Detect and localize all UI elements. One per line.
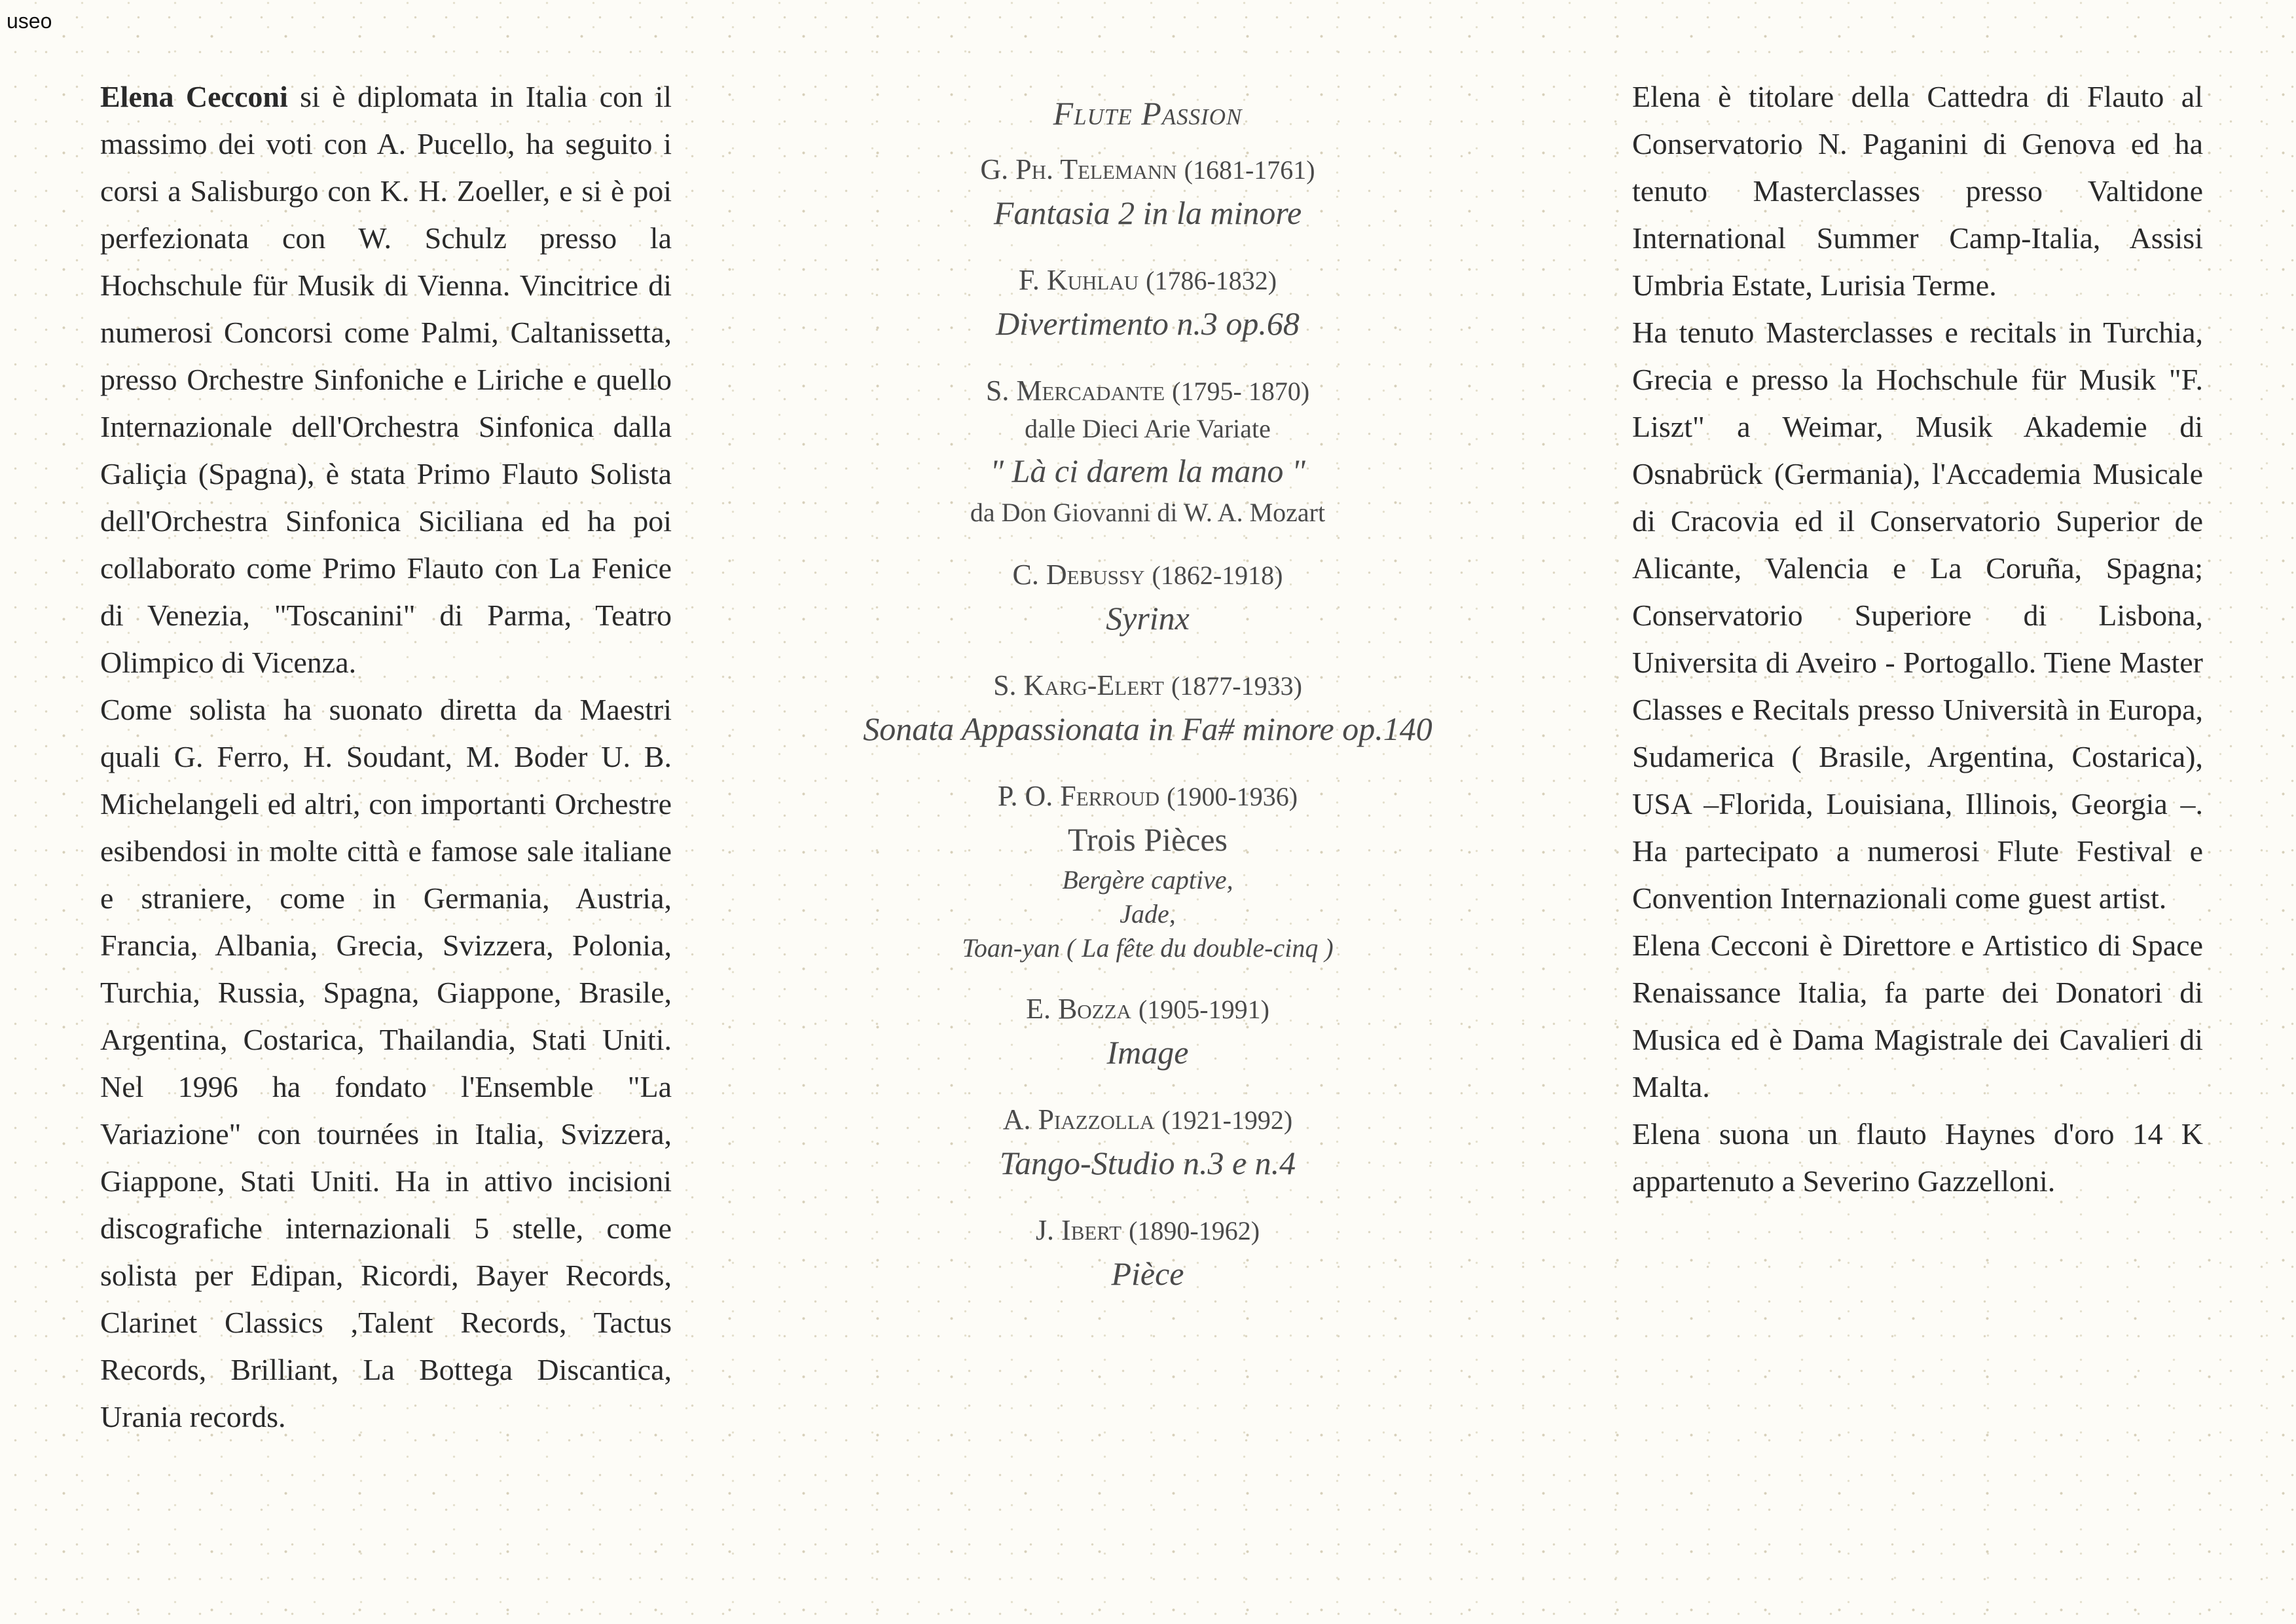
program-piece-telemann bbox=[830, 151, 1465, 236]
program-piece-kuhlau bbox=[830, 261, 1465, 347]
artist-name: Elena Cecconi bbox=[100, 80, 288, 113]
composer-dates: (1862-1918) bbox=[1152, 561, 1283, 590]
composer-name: S. Karg-Elert bbox=[993, 669, 1164, 701]
program-title: Flute Passion bbox=[1053, 95, 1243, 132]
movement-item: Jade, bbox=[1120, 899, 1176, 929]
program-piece-debussy bbox=[830, 556, 1465, 642]
program-piece-karg-elert bbox=[830, 667, 1465, 752]
composer-line bbox=[830, 1101, 1465, 1139]
composer-dates: (1905-1991) bbox=[1138, 995, 1269, 1024]
program-piece-bozza bbox=[830, 990, 1465, 1076]
bio-right-paragraph-4: Elena suona un flauto Haynes d'oro 14 K appartenuto a Severino Gazzelloni. bbox=[1632, 1117, 2203, 1198]
work-title: Sonata Appassionata in Fa# minore op.140 bbox=[863, 710, 1432, 747]
composer-line bbox=[830, 372, 1465, 411]
biography-column-right bbox=[1632, 73, 2203, 1205]
movement-item: Toan-yan ( La fête du double-cinq ) bbox=[962, 933, 1334, 963]
composer-name: E. Bozza bbox=[1026, 993, 1131, 1025]
work-title: Syrinx bbox=[1106, 600, 1190, 637]
work-title: Tango-Studio n.3 e n.4 bbox=[999, 1145, 1296, 1181]
composer-line bbox=[830, 777, 1465, 816]
composer-name: F. Kuhlau bbox=[1018, 264, 1139, 296]
composer-dates: (1786-1832) bbox=[1146, 266, 1277, 295]
bio-paragraph-1-text: si è diplomata in Italia con il massimo dei voti con A. Pucello, ha seguito i corsi a Salisburgo con K. H. Zoeller, e si è poi perfezionata con W. Schulz presso la Hochschule für Musik di Vienna. Vincitrice di numerosi Concorsi come Palmi, Caltanissetta, presso Orchestre Sinfoniche e Liriche e quello Internazionale dell'Orchestra Sinfonica dalla Galiçia (Spagna), è stata Primo Flauto Solista dell'Orchestra Sinfonica Siciliana ed ha poi collaborato come Primo Flauto con La Fenice di Venezia, "Toscanini" di Parma, Teatro Olimpico di Vicenza. bbox=[100, 80, 672, 679]
movement-item: Bergère captive, bbox=[1062, 865, 1233, 895]
biography-column-left bbox=[100, 73, 672, 1441]
bio-right-paragraph-1: Elena è titolare della Cattedra di Flauto al Conservatorio N. Paganini di Genova ed ha tenuto Masterclasses presso Valtidone International Summer Camp-Italia, Assisi Umbria Estate, Lurisia Terme. bbox=[1632, 80, 2203, 302]
work-title: Image bbox=[1106, 1034, 1189, 1071]
composer-dates: (1900-1936) bbox=[1167, 782, 1298, 811]
composer-dates: (1921-1992) bbox=[1161, 1105, 1293, 1135]
composer-dates: (1681-1761) bbox=[1184, 155, 1315, 185]
work-title: Trois Pièces bbox=[1067, 821, 1228, 858]
program-piece-piazzolla bbox=[830, 1101, 1465, 1187]
composer-name: P. O. Ferroud bbox=[997, 780, 1160, 812]
composer-name: C. Debussy bbox=[1012, 559, 1145, 591]
work-title: Fantasia 2 in la minore bbox=[993, 194, 1302, 231]
composer-line bbox=[830, 261, 1465, 300]
work-title: Pièce bbox=[1111, 1255, 1184, 1292]
composer-line bbox=[830, 1211, 1465, 1250]
composer-dates: (1877-1933) bbox=[1171, 671, 1302, 701]
composer-name: S. Mercadante bbox=[985, 375, 1165, 407]
work-title: " Là ci darem la mano " bbox=[990, 452, 1305, 489]
corner-label: useo bbox=[7, 9, 52, 33]
concert-program bbox=[830, 90, 1465, 1322]
composer-line bbox=[830, 556, 1465, 595]
work-title: Divertimento n.3 op.68 bbox=[996, 305, 1300, 342]
composer-name: J. Ibert bbox=[1035, 1214, 1122, 1246]
program-piece-mercadante bbox=[830, 372, 1465, 531]
work-note: da Don Giovanni di W. A. Mozart bbox=[970, 498, 1326, 527]
program-piece-ferroud bbox=[830, 777, 1465, 965]
composer-name: G. Ph. Telemann bbox=[980, 153, 1177, 185]
work-subtitle: dalle Dieci Arie Variate bbox=[1025, 414, 1271, 443]
bio-right-paragraph-2: Ha tenuto Masterclasses e recitals in Turchia, Grecia e presso la Hochschule für Musik "F. Liszt" a Weimar, Musik Akademie di Osnabrück (Germania), l'Accademia Musicale di Cracovia ed il Conservatorio Superior de Alicante, Valencia e La Coruña, Spagna; Conservatorio Superiore di Lisbona, Universita di Aveiro - Portogallo. Tiene Master Classes e Recitals presso Università in Europa, Sudamerica ( Brasile, Argentina, Costarica), USA –Florida, Louisiana, Illinois, Georgia –. Ha partecipato a numerosi Flute Festival e Convention Internazionali come guest artist. bbox=[1632, 316, 2203, 915]
bio-right-paragraph-3: Elena Cecconi è Direttore e Artistico di Space Renaissance Italia, fa parte dei Donatori di Musica ed è Dama Magistrale dei Cavalieri di Malta. bbox=[1632, 929, 2203, 1103]
composer-line bbox=[830, 151, 1465, 189]
program-piece-ibert bbox=[830, 1211, 1465, 1297]
bio-paragraph-1 bbox=[100, 73, 672, 686]
composer-name: A. Piazzolla bbox=[1002, 1103, 1155, 1135]
bio-paragraph-2: Come solista ha suonato diretta da Maestri quali G. Ferro, H. Soudant, M. Boder U. B. Michelangeli ed altri, con importanti Orchestre esibendosi in molte città e famose sale italiane e straniere, come in Germania, Austria, Francia, Albania, Grecia, Svizzera, Polonia, Turchia, Russia, Spagna, Giappone, Brasile, Argentina, Costarica, Thailandia, Stati Uniti. Nel 1996 ha fondato l'Ensemble "La Variazione" con tournées in Italia, Svizzera, Giappone, Stati Uniti. Ha in attivo incisioni discografiche internazionali 5 stelle, come solista per Edipan, Ricordi, Bayer Records, Clarinet Classics ,Talent Records, Tactus Records, Brilliant, La Bottega Discantica, Urania records. bbox=[100, 693, 672, 1433]
composer-line bbox=[830, 667, 1465, 705]
composer-dates: (1890-1962) bbox=[1129, 1216, 1260, 1246]
composer-dates: (1795- 1870) bbox=[1172, 377, 1310, 406]
composer-line bbox=[830, 990, 1465, 1029]
